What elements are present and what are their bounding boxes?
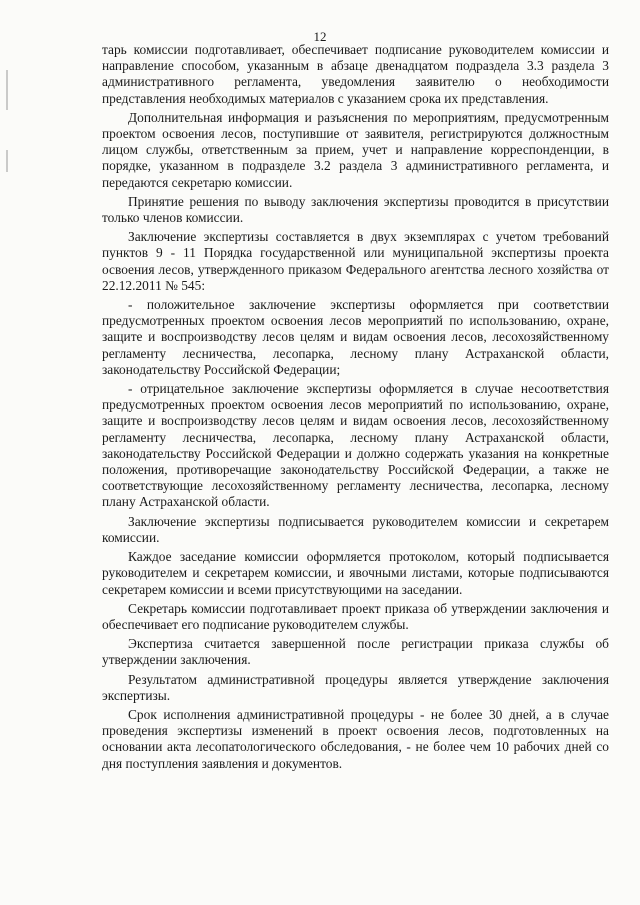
paragraph: Дополнительная информация и разъяснения по мероприятиям, предусмотренным проектом освоения лесов, поступившие от заявителя, регистрируются должностным лицом службы, ответственным за прием, учет и направление корреспонденции, в порядке, указанном в подразделе 3.2 раздела 3 административного регламента, и передаются секретарю комиссии. [102, 109, 609, 190]
paragraph: Принятие решения по выводу заключения экспертизы проводится в присутствии только членов комиссии. [102, 193, 609, 226]
paragraph-list-item: - отрицательное заключение экспертизы оформляется в случае несоответствия предусмотренных проектом освоения лесов мероприятий по использованию, охране, защите и воспроизводству лесов целям и видам освоения лесов, лесохозяйственному регламенту лесничества, лесопарка, лесному плану Астраханской области, законодательству Российской Федерации и должно содержать указания на конкретные положения, противоречащие законодательству Российской Федерации, а также не соответствующие лесохозяйственному регламенту лесничества, лесопарка, лесному плану Астраханской области. [102, 381, 609, 510]
document-body [102, 42, 609, 772]
paragraph: Секретарь комиссии подготавливает проект приказа об утверждении заключения и обеспечивает его подписание руководителем службы. [102, 600, 609, 632]
paragraph-list-item: - положительное заключение экспертизы оформляется при соответствии предусмотренных проектом освоения лесов мероприятий по использованию, охране, защите и воспроизводству лесов целям и видам освоения лесов, лесохозяйственному регламенту лесничества, лесопарка, лесному плану Астраханской области, законодательству Российской Федерации; [102, 297, 609, 377]
paragraph: Срок исполнения административной процедуры - не более 30 дней, а в случае проведения экспертизы изменений в проект освоения лесов, подготовленных на основании акта лесопатологического обследования, - не более чем 10 рабочих дней со дня поступления заявления и документов. [102, 706, 609, 771]
paragraph: тарь комиссии подготавливает, обеспечивает подписание руководителем комиссии и направление способом, указанным в абзаце двенадцатом подраздела 3.3 раздела 3 административного регламента, уведомления заявителю о необходимости представления необходимых материалов с указанием срока их представления. [102, 42, 609, 106]
paragraph: Заключение экспертизы составляется в двух экземплярах с учетом требований пунктов 9 - 11 Порядка государственной или муниципальной экспертизы проекта освоения лесов, утвержденного приказом Федерального агентства лесного хозяйства от 22.12.2011 № 545: [102, 229, 609, 293]
paragraph: Каждое заседание комиссии оформляется протоколом, который подписывается руководителем и секретарем комиссии, и явочными листами, которые подписываются секретарем комиссии и всеми присутствующими на заседании. [102, 549, 609, 597]
scan-edge-mark [6, 150, 8, 172]
paragraph: Результатом административной процедуры является утверждение заключения экспертизы. [102, 671, 609, 703]
scan-edge-mark [6, 70, 8, 110]
paragraph: Заключение экспертизы подписывается руководителем комиссии и секретарем комиссии. [102, 513, 609, 545]
paragraph: Экспертиза считается завершенной после регистрации приказа службы об утверждении заключения. [102, 636, 609, 668]
page-number: 12 [313, 29, 327, 44]
